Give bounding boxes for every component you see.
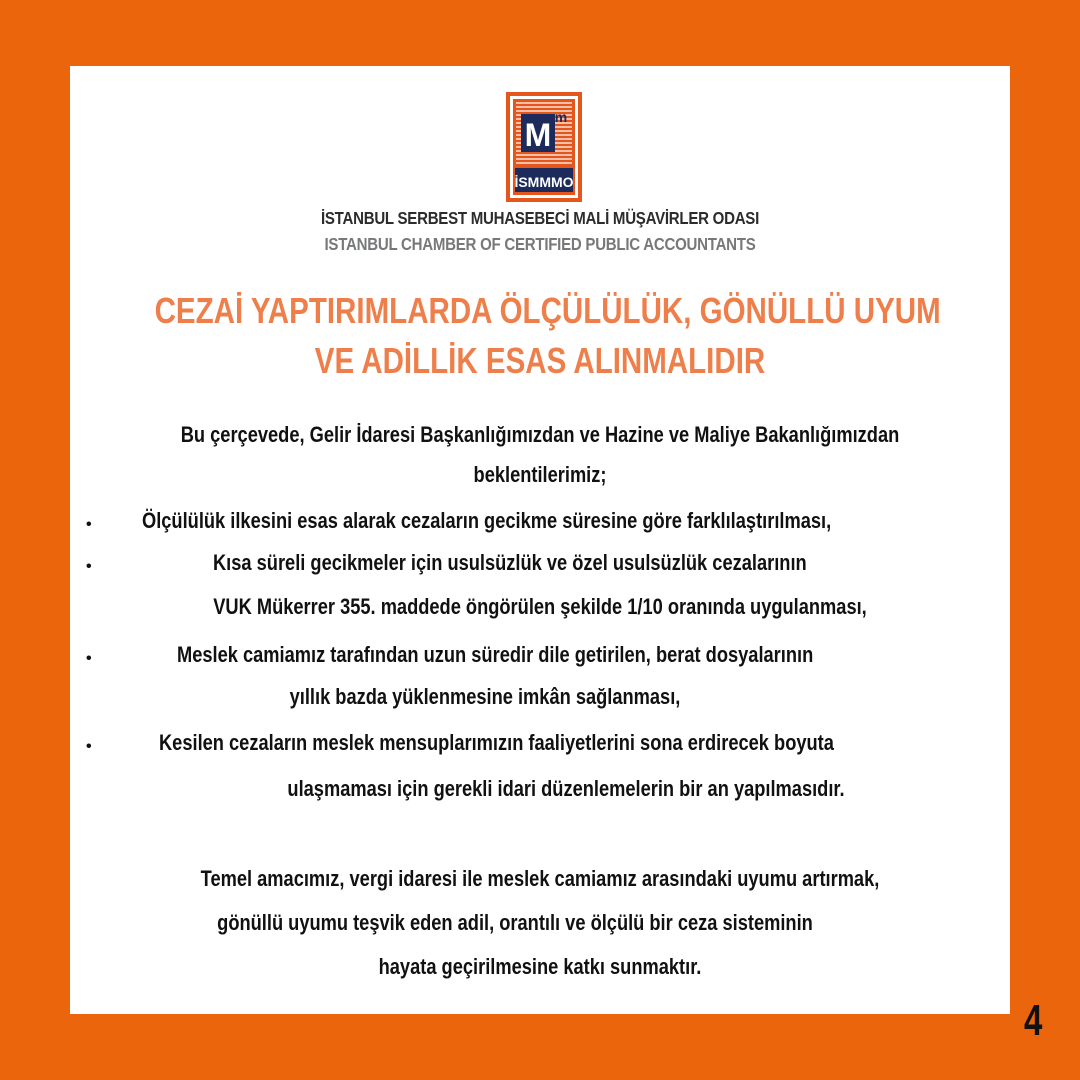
logo-mark-sup: m <box>554 109 568 125</box>
bullet-2-line-2: VUK Mükerrer 355. maddede öngörülen şekilde 1/10 oranında uygulanması, <box>213 594 867 619</box>
logo-mark: M <box>524 117 552 153</box>
content-card <box>70 66 1010 1014</box>
intro-line-1: Bu çerçevede, Gelir İdaresi Başkanlığımızdan ve Hazine ve Maliye Bakanlığımızdan <box>180 422 900 447</box>
bullet-4-line-2: ulaşmaması için gerekli idari düzenlemelerin bir an yapılmasıdır. <box>287 776 845 801</box>
conclusion-line-2: gönüllü uyumu teşvik eden adil, orantılı ve ölçülü bir ceza sisteminin <box>217 910 813 935</box>
intro-line-2: beklentilerimiz; <box>473 462 607 487</box>
bullet-3-line-1: Meslek camiamız tarafından uzun süredir dile getirilen, berat dosyalarının <box>177 642 814 667</box>
headline-line-2: VE ADİLLİK ESAS ALINMALIDIR <box>314 340 766 381</box>
organization-name-tr: İSTANBUL SERBEST MUHASEBECİ MALİ MÜŞAVİRLER ODASI <box>320 208 760 228</box>
headline-line-1: CEZAİ YAPTIRIMLARDA ÖLÇÜLÜLÜK, GÖNÜLLÜ UYUM <box>154 290 941 331</box>
organization-name-en: ISTANBUL CHAMBER OF CERTIFIED PUBLIC ACCOUNTANTS <box>324 234 756 254</box>
conclusion-line-3: hayata geçirilmesine katkı sunmaktır. <box>378 954 702 979</box>
bullet-marker: • <box>86 558 92 575</box>
logo-text: İSMMMO <box>514 174 574 190</box>
bullet-marker: • <box>86 650 92 667</box>
bullet-4-line-1: Kesilen cezaların meslek mensuplarımızın faaliyetlerini sona erdirecek boyuta <box>159 730 834 755</box>
bullet-3-line-2: yıllık bazda yüklenmesine imkân sağlanması, <box>289 684 681 709</box>
conclusion-line-1: Temel amacımız, vergi idaresi ile meslek camiamız arasındaki uyumu artırmak, <box>200 866 880 891</box>
bullet-marker: • <box>86 738 92 755</box>
page-number: 4 <box>1024 996 1043 1045</box>
ismmmo-logo <box>506 92 582 202</box>
bullet-1-line-1: Ölçülülük ilkesini esas alarak cezaların gecikme süresine göre farklılaştırılması, <box>142 508 832 533</box>
bullet-2-line-1: Kısa süreli gecikmeler için usulsüzlük ve özel usulsüzlük cezalarının <box>213 550 807 575</box>
bullet-marker: • <box>86 516 92 533</box>
